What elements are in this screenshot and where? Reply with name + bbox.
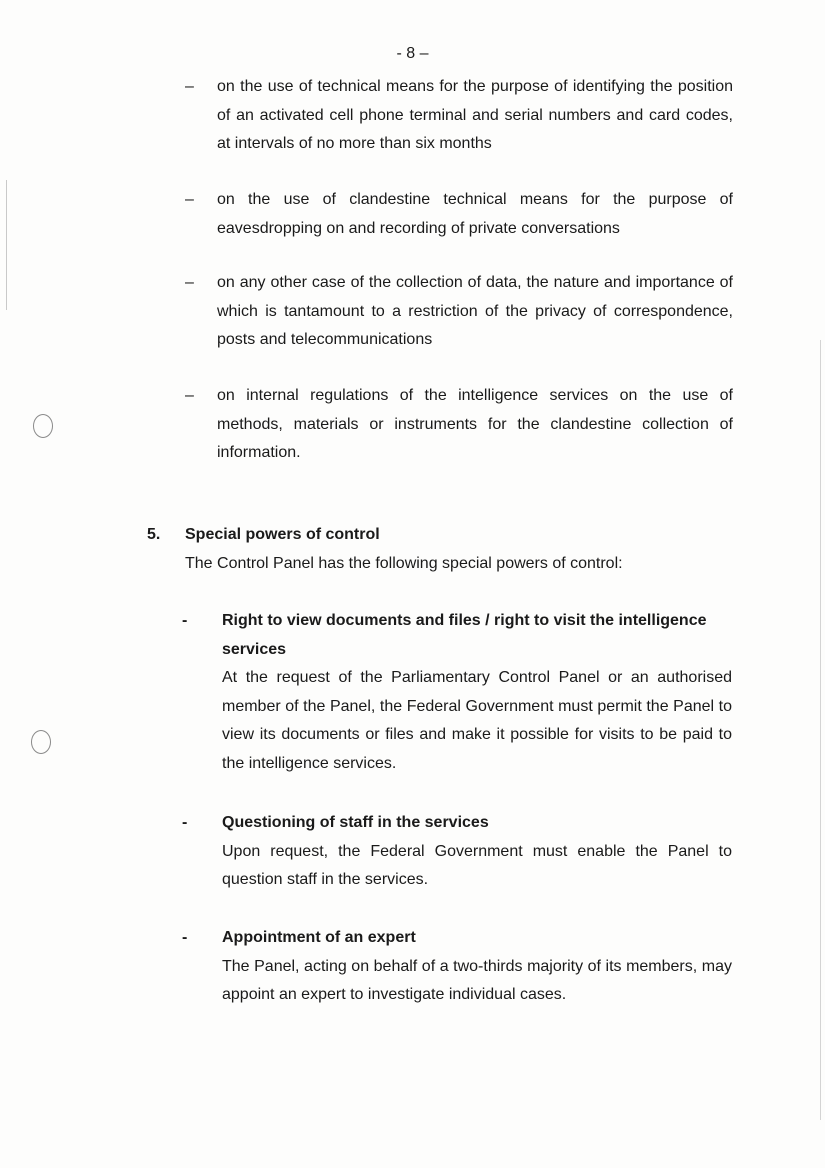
dash-marker: – <box>185 78 194 95</box>
dash-item-text: on the use of clandestine technical means for the purpose of eavesdropping on and recording of private conversations <box>217 191 733 237</box>
power-body <box>222 809 732 895</box>
power-title: Right to view documents and files / right to visit the intelligence services <box>222 612 707 658</box>
power-title: Appointment of an expert <box>222 929 416 946</box>
dash-marker: – <box>185 274 194 291</box>
section-number: 5. <box>147 526 161 543</box>
dash-marker: – <box>185 387 194 404</box>
power-body <box>222 607 732 778</box>
scan-edge-right <box>820 340 821 1120</box>
punch-hole-lower <box>31 730 51 754</box>
dash-item-text: on internal regulations of the intelligence services on the use of methods, materials or instruments for the clandestine collection of information. <box>217 387 733 461</box>
dash-marker: – <box>185 191 194 208</box>
power-title: Questioning of staff in the services <box>222 814 489 831</box>
bullet-marker: - <box>182 814 188 831</box>
bullet-marker: - <box>182 612 188 629</box>
power-body <box>222 924 732 1010</box>
dash-item-text: on any other case of the collection of data, the nature and importance of which is tantamount to a restriction of the privacy of correspondence, posts and telecommunications <box>217 274 733 348</box>
power-text: At the request of the Parliamentary Control Panel or an authorised member of the Panel, the Federal Government must permit the Panel to view its documents or files and make it possible for visits to be paid to the intelligence services. <box>222 669 732 772</box>
bullet-marker: - <box>182 929 188 946</box>
scan-edge-left <box>6 180 7 310</box>
punch-hole-upper <box>33 414 53 438</box>
dash-item-text: on the use of technical means for the purpose of identifying the position of an activated cell phone terminal and serial numbers and card codes, at intervals of no more than six months <box>217 78 733 152</box>
power-text: Upon request, the Federal Government must enable the Panel to question staff in the services. <box>222 842 732 888</box>
power-text: The Panel, acting on behalf of a two-thirds majority of its members, may appoint an expert to investigate individual cases. <box>222 957 732 1003</box>
section-intro: The Control Panel has the following special powers of control: <box>185 555 623 572</box>
page-number: - 8 – <box>396 45 429 62</box>
section-heading: Special powers of control <box>185 526 380 543</box>
